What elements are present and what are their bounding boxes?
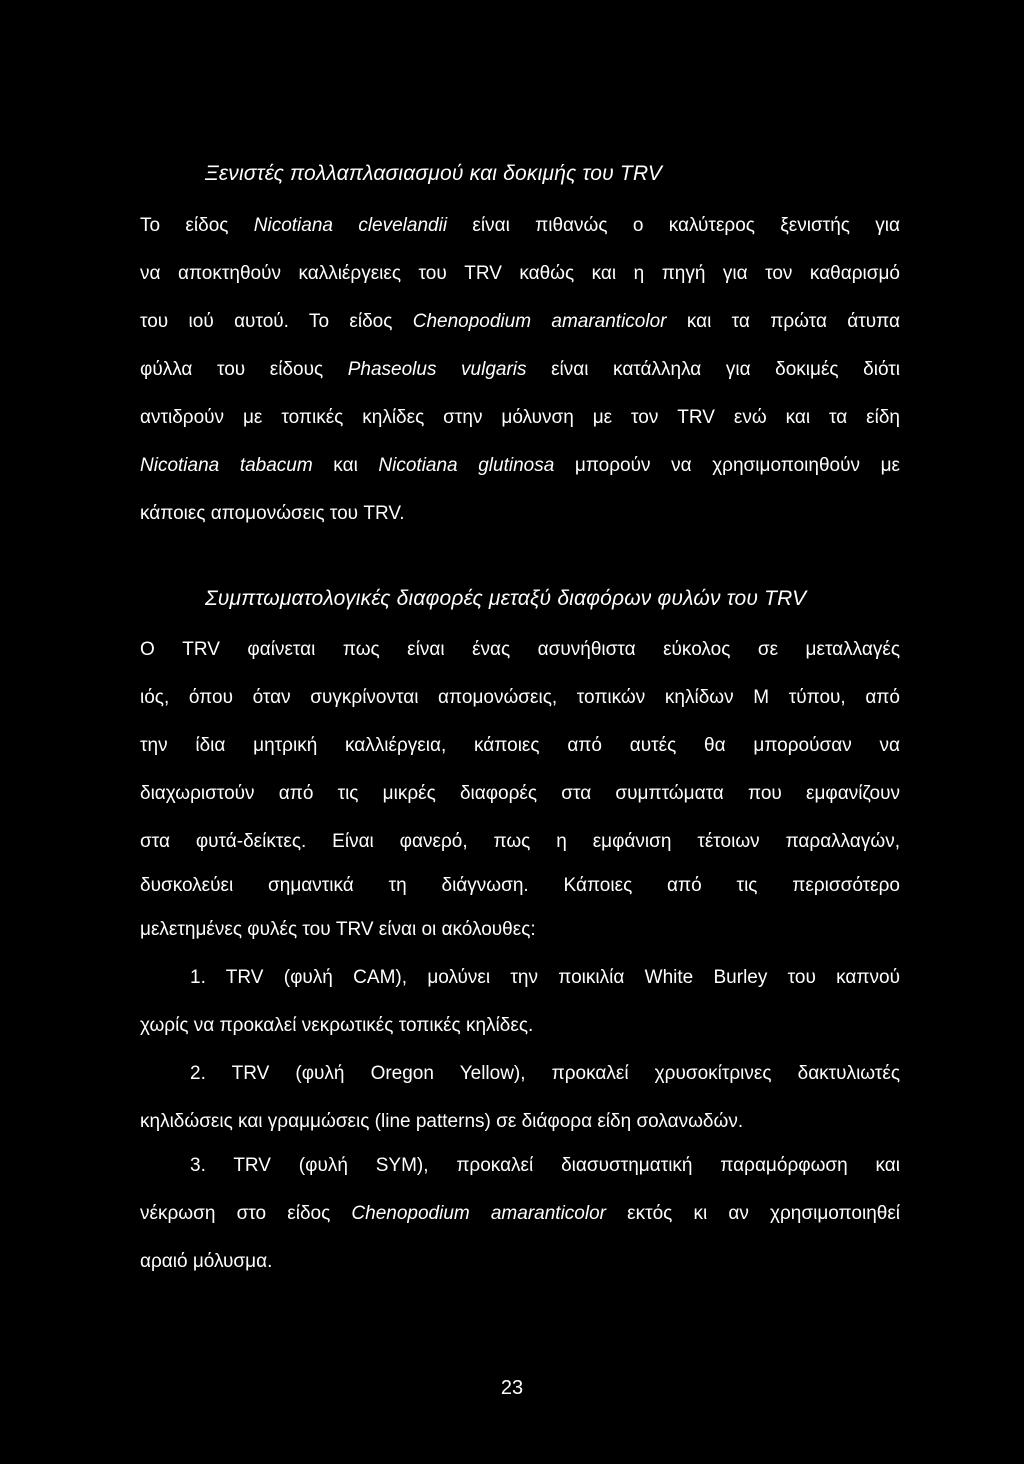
paragraph-line: ιός, όπου όταν συγκρίνονται απομονώσεις, τοπικών κηλίδων Μ τύπου, από <box>140 687 900 708</box>
paragraph-line: την ίδια μητρική καλλιέργεια, κάποιες από αυτές θα μπορούσαν να <box>140 735 900 756</box>
section-heading-symptoms: Συμπτωματολογικές διαφορές μεταξύ διαφόρων φυλών του TRV <box>205 587 807 610</box>
paragraph-line: δυσκολεύει σημαντικά τη διάγνωση. Κάποιες από τις περισσότερο <box>140 875 900 896</box>
species-name: Chenopodium amaranticolor <box>412 311 667 332</box>
paragraph-line: αντιδρούν με τοπικές κηλίδες στην μόλυνση με τον TRV ενώ και τα είδη <box>140 407 900 428</box>
paragraph-line: κάποιες απομονώσεις του TRV. <box>140 503 405 524</box>
paragraph-line: Το είδος Nicotiana clevelandii είναι πιθανώς ο καλύτερος ξενιστής για <box>140 215 900 236</box>
species-name: Nicotiana glutinosa <box>378 455 555 476</box>
list-item-line: νέκρωση στο είδος Chenopodium amaranticolor εκτός κι αν χρησιμοποιηθεί <box>140 1203 901 1224</box>
paragraph-line: μελετημένες φυλές του TRV είναι οι ακόλουθες: <box>140 919 536 940</box>
page-number: 23 <box>500 1377 524 1399</box>
paragraph-line: στα φυτά-δείκτες. Είναι φανερό, πως η εμφάνιση τέτοιων παραλλαγών, <box>140 831 900 852</box>
paragraph-line: φύλλα του είδους Phaseolus vulgaris είναι κατάλληλα για δοκιμές διότι <box>140 359 900 380</box>
list-item-first-line: 3. TRV (φυλή SYM), προκαλεί διασυστηματική παραμόρφωση και <box>190 1155 900 1176</box>
list-item-first-line: 2. TRV (φυλή Oregon Yellow), προκαλεί χρυσοκίτρινες δακτυλιωτές <box>190 1063 900 1084</box>
species-name: Chenopodium amaranticolor <box>351 1203 606 1224</box>
paragraph-line: Ο TRV φαίνεται πως είναι ένας ασυνήθιστα εύκολος σε μεταλλαγές <box>140 639 900 660</box>
species-name: Nicotiana tabacum <box>140 455 313 476</box>
paragraph-line: να αποκτηθούν καλλιέργειες του TRV καθώς και η πηγή για τον καθαρισμό <box>140 263 900 284</box>
paragraph-line: Nicotiana tabacum και Nicotiana glutinosa μπορούν να χρησιμοποιηθούν με <box>140 455 900 476</box>
species-name: Phaseolus vulgaris <box>347 359 527 380</box>
list-item-line: χωρίς να προκαλεί νεκρωτικές τοπικές κηλίδες. <box>140 1015 534 1036</box>
list-item-line: αραιό μόλυσμα. <box>140 1251 273 1272</box>
section-heading-hosts: Ξενιστές πολλαπλασιασμού και δοκιμής του TRV <box>205 162 663 185</box>
species-name: Nicotiana clevelandii <box>253 215 448 236</box>
list-item-line: κηλιδώσεις και γραμμώσεις (line patterns) σε διάφορα είδη σολανωδών. <box>140 1111 744 1132</box>
paragraph-line: διαχωριστούν από τις μικρές διαφορές στα συμπτώματα που εμφανίζουν <box>140 783 900 804</box>
list-item-first-line: 1. TRV (φυλή CAM), μολύνει την ποικιλία White Burley του καπνού <box>190 967 900 988</box>
paragraph-line: του ιού αυτού. Το είδος Chenopodium amaranticolor και τα πρώτα άτυπα <box>140 311 900 332</box>
